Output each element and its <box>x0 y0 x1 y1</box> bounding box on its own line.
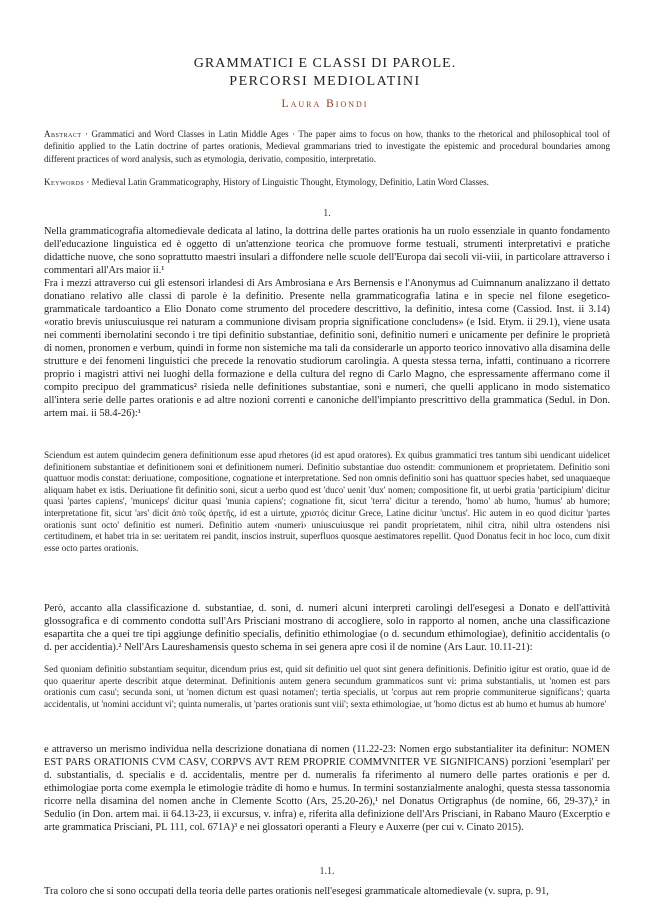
abstract <box>44 128 610 165</box>
paragraph-3: Però, accanto alla classificazione d. substantiae, d. soni, d. numeri alcuni interpreti carolingi dell'esegesi a Donato e dell'attività glossografica e di commento condotta sull'Ars Prisciani mostrano di accogliere, solo in rapporto al nomen, anche una classificazione esapartita che a quei tre tipi aggiunge definitio specialis, definitio ethimologiae (o d. secundum ethimologiae), definitio accidentalis (o d. per accidentia).² Nell'Ars Laureshamensis questo schema in sei genera apre così il de nomine (Ars Laur. 10.11-21): <box>44 603 610 653</box>
abstract-text: · Grammatici and Word Classes in Latin Middle Ages · The paper aims to focus on how, thanks to the rhetorical and philosophical tool of definitio applied to the Latin doctrine of partes orationis, Medieval grammarians tried to investigate the epistemic and procedural boundaries among different practices of word analysis, such as etymologia, derivatio, compositio, interpretatio. <box>44 129 610 164</box>
abstract-label: Abstract <box>44 129 82 139</box>
block-quote-1: Sciendum est autem quindecim genera definitionum esse apud rhetores (id est apud oratores). Ex quibus grammatici tres tantum sibi uendicant uidelicet definitionem substantiae et definitionem soni et definitionem numeri. Definitio substantiae duo ostendit: communionem et proprietatem. Definitio soni quattuor modis constat: deriuatione, compositione, cognatione et interpretatione. Sed non omnis definitio soni has quattuor species habet, sed unaquaeque aliquam habet ex istis. Deriuatione fit definitio soni, sicut a uerbo quod est 'duco' uenit 'dux' nomen; compositione fit, ut uerbi gratia 'participium' dicitur quasi 'partes capiens', 'municeps' dicitur quasi 'munia capiens'; cognatione fit, sicut 'terra' dicitur a terendo, 'homo' ab humo, 'humus' ab humore; interpretatione fit, sicut 'ars' dicit ἀπὸ τοῦς ἀρετῆς, id est a uirtute, χριστός dicitur Grece, Latine dicitur 'unctus'. Hic autem in eo quod dicitur 'partes orationis sunt octo' definitio est numeri. Definitio autem ‹numeri› uniuscuiusque rei pandit proprietatem, nihil citra, nihil ultra ostendens nisi certitudinem, et habet tria in se: ueritatem rei pandit, inscios instruit, superfluos quosque aestimatores repellit. Quod Donatus fecit in hoc loco, cum dixit esse octo partes orationis. <box>44 450 610 553</box>
author-name: Laura Biondi <box>281 98 369 110</box>
title-line-1: GRAMMATICI E CLASSI DI PAROLE. <box>193 56 457 71</box>
keywords-text: · Medieval Latin Grammaticography, History of Linguistic Thought, Etymology, Definitio, Latin Word Classes. <box>84 177 489 187</box>
paragraph-5: Tra coloro che si sono occupati della teoria delle partes orationis nell'esegesi grammaticale altomedievale (v. supra, p. 91, <box>44 886 549 897</box>
paper-title <box>120 55 530 91</box>
title-line-2: PERCORSI MEDIOLATINI <box>229 74 421 89</box>
section-heading-1: 1. <box>323 208 331 219</box>
paragraph-2: Fra i mezzi attraverso cui gli estensori irlandesi di Ars Ambrosiana e Ars Bernensis e l'Anonymus ad Cuimnanum analizzano il dettato donatiano relativo alle classi di parole è la definitio. Presente nella grammaticografia latina e in specie nel filone esegetico-grammaticale tardoantico a Elio Donato come strumento del procedere descrittivo, la definitio, intesa come (Cassiod. Inst. ii 3.14) «oratio brevis uniuscuiusque rei naturam a communione divisam propria significatione concludens» (e Isid. Etym. ii 29.1), viene usata nei commenti ibernolatini secondo i tre tipi definitio substantiae, definitio soni, definitio numeri e unicamente per definire le proprietà di nomen, pronomen e verbum, quindi in forme non sistemiche ma tali da considerarle un apporto teorico innovativo alla disamina delle strutture e dei fenomeni linguistici che precede la renovatio studiorum carolingia. A questa stessa terna, infatti, continuano a ricorrere proprio i magistri attivi nei luoghi della formazione e della cultura del regno di Carlo Magno, che espressamente affermano come il compito precipuo del grammaticus² risieda nelle definitiones substantiae, soni e numeri, che quelli applicano in modo sistematico all'intera serie delle partes orationis e ad altre nozioni correnti e canoniche dell'impianto prescrittivo della grammatica (Sedul. in Don. artem mai. ii 58.4-26):¹ <box>44 278 610 419</box>
section-heading-1-1: 1.1. <box>319 866 335 877</box>
block-quote-2: Sed quoniam definitio substantiam sequitur, dicendum prius est, quid sit definitio uel quot sint genera definitionis. Definitio igitur est oratio, quae id de quo quaeritur aperte describit atque determinat. Definitionis autem genera secundum grammaticos sunt vi: prima substantialis, ut 'nomen est pars orationis cum casu'; secunda soni, ut 'nomen dictum est quasi notamen'; tertia specialis, ut 'corpus aut rem proprie communiterue significans'; quarta accidentalis, ut 'nomini accidunt vi'; quinta numeralis, ut 'partes orationis sunt viii'; sexta ethimologiae, ut 'homo dictus est ab humo et humus ab humore' <box>44 664 610 709</box>
paragraph-1: Nella grammaticografia altomedievale dedicata al latino, la dottrina delle partes orationis ha un ruolo essenziale in quanto fondamento dell'educazione linguistica ed è oggetto di un'attenzione teorica che promuove forme testuali, strumenti interpretativi e pratiche didattiche nuove, che sono soprattutto maestri insulari a diffondere nelle scuole dell'Europa dai secoli vii-viii, in particolare attraverso i commentari all'Ars maior ii.¹ <box>44 226 610 276</box>
keywords <box>44 176 610 188</box>
keywords-label: Keywords <box>44 177 85 187</box>
paragraph-4: e attraverso un merismo individua nella descrizione donatiana di nomen (11.22-23: Nomen ergo substantialiter ita definitur: NOMEN EST PARS ORATIONIS CVM CASV, CORPVS AVT REM PROPRIE COMMVNITER VE SIGNIFICANS) porzioni 'esemplari' per d. substantialis, d. specialis e d. accidentalis, mentre per d. numeralis fa riferimento al numero delle partes orationis e per d. ethimologiae porta come exempla le etimologie tràdite di homo e humus. In termini sostanzialmente analoghi, questa stessa tassonomia ricorre nella disamina del nomen anche in Clemente Scotto (Ars, 25.20-26),¹ nel Donatus Ortigraphus (de nomine, 66, 29-37),² in Sedulio (in Don. artem mai. ii 64.13-23, ii excursus, v. infra) e, riferita alla definizione dell'Ars Prisciani, in Rabano Mauro (Excerptio e arte grammatica Prisciani, PL 111, col. 671A)³ e nei glossatori operanti a Fleury e Auxerre (per cui v. Cinato 2015). <box>44 744 610 833</box>
